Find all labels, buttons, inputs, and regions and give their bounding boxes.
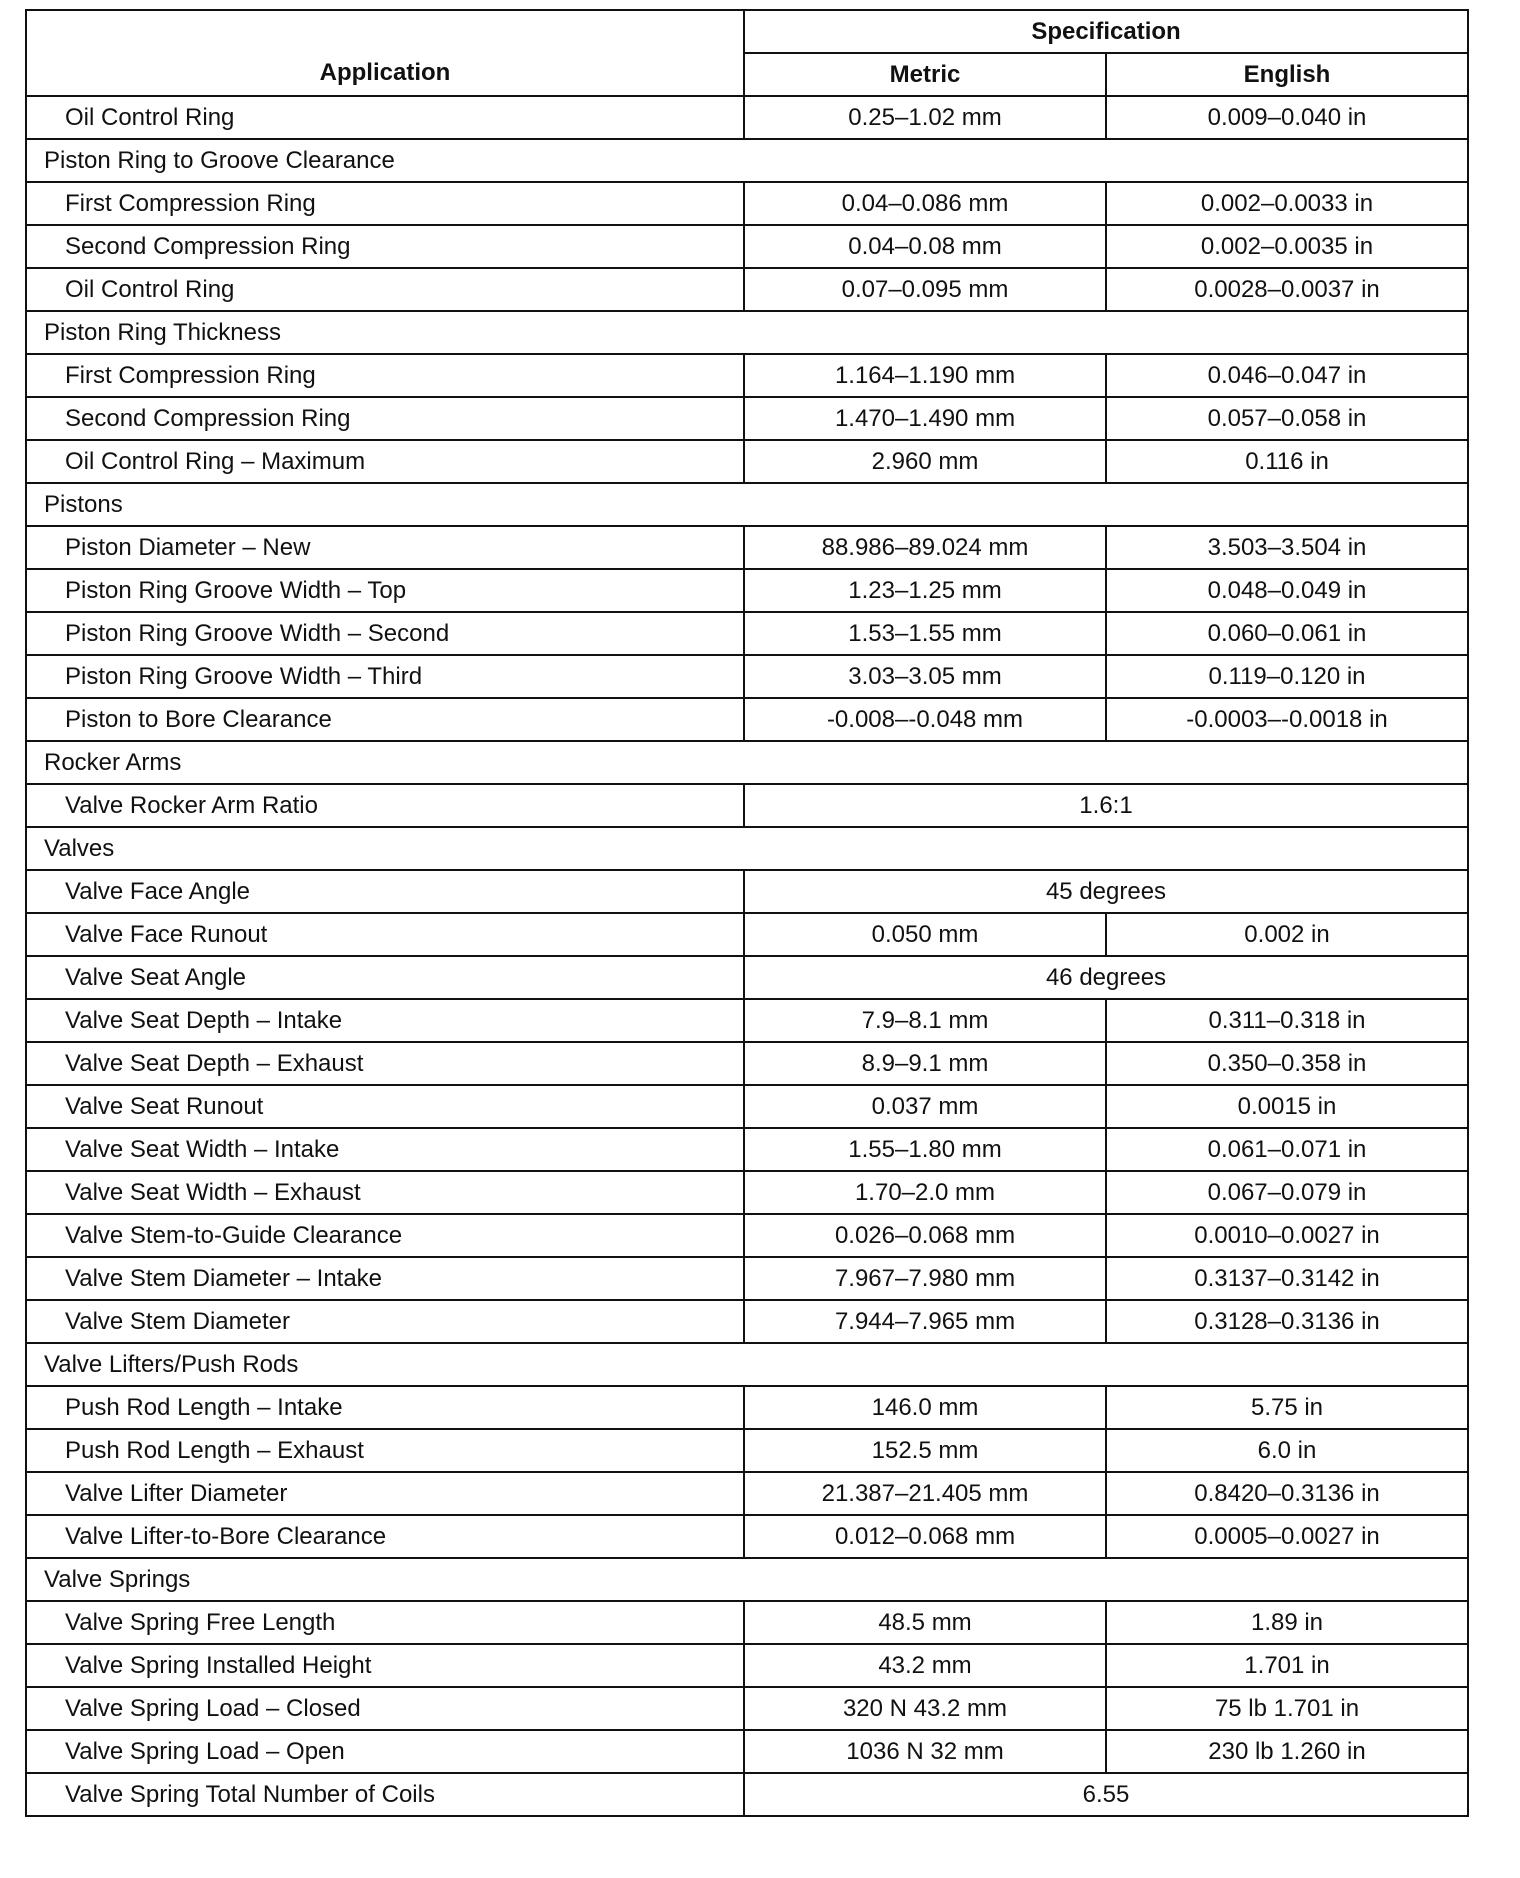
application-cell: Valve Seat Angle — [26, 956, 744, 999]
section-title: Valve Lifters/Push Rods — [26, 1343, 1468, 1386]
english-cell: 0.8420–0.3136 in — [1106, 1472, 1468, 1515]
combined-spec-cell: 45 degrees — [744, 870, 1468, 913]
table-row — [26, 1300, 1468, 1343]
table-row — [26, 999, 1468, 1042]
english-cell: 0.061–0.071 in — [1106, 1128, 1468, 1171]
table-row — [26, 397, 1468, 440]
application-cell: Piston Ring Groove Width – Top — [26, 569, 744, 612]
english-cell: 0.046–0.047 in — [1106, 354, 1468, 397]
section-title: Rocker Arms — [26, 741, 1468, 784]
table-row — [26, 612, 1468, 655]
table-row — [26, 655, 1468, 698]
english-cell: 0.311–0.318 in — [1106, 999, 1468, 1042]
section-row — [26, 741, 1468, 784]
application-cell: Valve Lifter-to-Bore Clearance — [26, 1515, 744, 1558]
metric-cell: 7.9–8.1 mm — [744, 999, 1106, 1042]
application-cell: Valve Spring Free Length — [26, 1601, 744, 1644]
section-row — [26, 483, 1468, 526]
section-row — [26, 1558, 1468, 1601]
metric-cell: 48.5 mm — [744, 1601, 1106, 1644]
table-row — [26, 1644, 1468, 1687]
application-cell: Valve Rocker Arm Ratio — [26, 784, 744, 827]
application-cell: Valve Seat Runout — [26, 1085, 744, 1128]
section-title: Pistons — [26, 483, 1468, 526]
table-row — [26, 784, 1468, 827]
table-row — [26, 1257, 1468, 1300]
table-row — [26, 913, 1468, 956]
application-cell: Piston Ring Groove Width – Third — [26, 655, 744, 698]
english-cell: 75 lb 1.701 in — [1106, 1687, 1468, 1730]
application-cell: Valve Face Runout — [26, 913, 744, 956]
section-row — [26, 827, 1468, 870]
metric-cell: 320 N 43.2 mm — [744, 1687, 1106, 1730]
application-cell: Valve Stem Diameter — [26, 1300, 744, 1343]
table-row — [26, 870, 1468, 913]
application-header: Application — [26, 10, 744, 96]
table-row — [26, 354, 1468, 397]
application-cell: Piston Diameter – New — [26, 526, 744, 569]
metric-cell: 1.164–1.190 mm — [744, 354, 1106, 397]
english-cell: 0.0015 in — [1106, 1085, 1468, 1128]
english-cell: 0.0010–0.0027 in — [1106, 1214, 1468, 1257]
application-cell: Oil Control Ring – Maximum — [26, 440, 744, 483]
specification-table — [25, 9, 1469, 1817]
application-cell: Oil Control Ring — [26, 268, 744, 311]
section-row — [26, 139, 1468, 182]
combined-spec-cell: 1.6:1 — [744, 784, 1468, 827]
english-cell: 0.3128–0.3136 in — [1106, 1300, 1468, 1343]
english-cell: 0.3137–0.3142 in — [1106, 1257, 1468, 1300]
table-row — [26, 440, 1468, 483]
english-cell: 0.116 in — [1106, 440, 1468, 483]
metric-cell: 152.5 mm — [744, 1429, 1106, 1472]
application-cell: Valve Seat Depth – Intake — [26, 999, 744, 1042]
section-title: Piston Ring Thickness — [26, 311, 1468, 354]
english-cell: 3.503–3.504 in — [1106, 526, 1468, 569]
table-row — [26, 268, 1468, 311]
application-cell: Valve Stem-to-Guide Clearance — [26, 1214, 744, 1257]
section-row — [26, 311, 1468, 354]
application-cell: Second Compression Ring — [26, 225, 744, 268]
table-row — [26, 1687, 1468, 1730]
metric-cell: 0.07–0.095 mm — [744, 268, 1106, 311]
english-cell: 0.057–0.058 in — [1106, 397, 1468, 440]
english-cell: 0.0005–0.0027 in — [1106, 1515, 1468, 1558]
table-row — [26, 1601, 1468, 1644]
application-cell: Piston Ring Groove Width – Second — [26, 612, 744, 655]
application-cell: Push Rod Length – Intake — [26, 1386, 744, 1429]
table-row — [26, 1472, 1468, 1515]
metric-cell: 7.967–7.980 mm — [744, 1257, 1106, 1300]
section-title: Valve Springs — [26, 1558, 1468, 1601]
application-cell: Valve Seat Depth – Exhaust — [26, 1042, 744, 1085]
table-row — [26, 96, 1468, 139]
application-cell: Valve Spring Installed Height — [26, 1644, 744, 1687]
table-row — [26, 182, 1468, 225]
metric-cell: 0.037 mm — [744, 1085, 1106, 1128]
application-cell: Valve Seat Width – Intake — [26, 1128, 744, 1171]
metric-cell: 1.70–2.0 mm — [744, 1171, 1106, 1214]
metric-cell: 1.470–1.490 mm — [744, 397, 1106, 440]
english-cell: 0.002–0.0035 in — [1106, 225, 1468, 268]
application-cell: First Compression Ring — [26, 182, 744, 225]
metric-cell: 146.0 mm — [744, 1386, 1106, 1429]
table-row — [26, 1128, 1468, 1171]
metric-cell: -0.008–-0.048 mm — [744, 698, 1106, 741]
english-cell: 0.048–0.049 in — [1106, 569, 1468, 612]
table-row — [26, 225, 1468, 268]
metric-cell: 0.012–0.068 mm — [744, 1515, 1106, 1558]
metric-cell: 88.986–89.024 mm — [744, 526, 1106, 569]
table-row — [26, 1171, 1468, 1214]
application-cell: Piston to Bore Clearance — [26, 698, 744, 741]
metric-cell: 21.387–21.405 mm — [744, 1472, 1106, 1515]
table-row — [26, 526, 1468, 569]
english-cell: 0.067–0.079 in — [1106, 1171, 1468, 1214]
table-header — [26, 10, 1468, 96]
table-row — [26, 1773, 1468, 1816]
application-cell: Valve Stem Diameter – Intake — [26, 1257, 744, 1300]
application-cell: Valve Face Angle — [26, 870, 744, 913]
specification-header: Specification — [744, 10, 1468, 53]
english-cell: 0.119–0.120 in — [1106, 655, 1468, 698]
metric-cell: 1.53–1.55 mm — [744, 612, 1106, 655]
english-cell: 6.0 in — [1106, 1429, 1468, 1472]
english-cell: 5.75 in — [1106, 1386, 1468, 1429]
section-title: Piston Ring to Groove Clearance — [26, 139, 1468, 182]
english-cell: 0.009–0.040 in — [1106, 96, 1468, 139]
application-cell: Second Compression Ring — [26, 397, 744, 440]
table-body — [26, 96, 1468, 1816]
metric-cell: 3.03–3.05 mm — [744, 655, 1106, 698]
table-row — [26, 698, 1468, 741]
table-row — [26, 1214, 1468, 1257]
english-cell: 230 lb 1.260 in — [1106, 1730, 1468, 1773]
english-cell: 0.002 in — [1106, 913, 1468, 956]
metric-cell: 0.026–0.068 mm — [744, 1214, 1106, 1257]
table-row — [26, 1515, 1468, 1558]
metric-cell: 0.25–1.02 mm — [744, 96, 1106, 139]
section-title: Valves — [26, 827, 1468, 870]
english-cell: 1.89 in — [1106, 1601, 1468, 1644]
application-cell: Oil Control Ring — [26, 96, 744, 139]
metric-cell: 1.23–1.25 mm — [744, 569, 1106, 612]
combined-spec-cell: 6.55 — [744, 1773, 1468, 1816]
metric-cell: 1.55–1.80 mm — [744, 1128, 1106, 1171]
table-row — [26, 956, 1468, 999]
english-cell: 0.0028–0.0037 in — [1106, 268, 1468, 311]
metric-cell: 7.944–7.965 mm — [744, 1300, 1106, 1343]
english-cell: 0.002–0.0033 in — [1106, 182, 1468, 225]
table-row — [26, 569, 1468, 612]
english-header: English — [1106, 53, 1468, 96]
metric-cell: 1036 N 32 mm — [744, 1730, 1106, 1773]
header-row-top — [26, 10, 1468, 53]
metric-cell: 2.960 mm — [744, 440, 1106, 483]
application-cell: Valve Spring Load – Closed — [26, 1687, 744, 1730]
table-row — [26, 1730, 1468, 1773]
application-cell: First Compression Ring — [26, 354, 744, 397]
table-row — [26, 1429, 1468, 1472]
application-cell: Valve Spring Total Number of Coils — [26, 1773, 744, 1816]
application-cell: Valve Lifter Diameter — [26, 1472, 744, 1515]
application-cell: Valve Seat Width – Exhaust — [26, 1171, 744, 1214]
metric-cell: 0.04–0.086 mm — [744, 182, 1106, 225]
application-cell: Push Rod Length – Exhaust — [26, 1429, 744, 1472]
metric-cell: 0.04–0.08 mm — [744, 225, 1106, 268]
metric-cell: 0.050 mm — [744, 913, 1106, 956]
metric-header: Metric — [744, 53, 1106, 96]
table-row — [26, 1386, 1468, 1429]
combined-spec-cell: 46 degrees — [744, 956, 1468, 999]
metric-cell: 8.9–9.1 mm — [744, 1042, 1106, 1085]
application-cell: Valve Spring Load – Open — [26, 1730, 744, 1773]
section-row — [26, 1343, 1468, 1386]
english-cell: 0.060–0.061 in — [1106, 612, 1468, 655]
metric-cell: 43.2 mm — [744, 1644, 1106, 1687]
table-row — [26, 1042, 1468, 1085]
english-cell: -0.0003–-0.0018 in — [1106, 698, 1468, 741]
english-cell: 0.350–0.358 in — [1106, 1042, 1468, 1085]
english-cell: 1.701 in — [1106, 1644, 1468, 1687]
table-row — [26, 1085, 1468, 1128]
